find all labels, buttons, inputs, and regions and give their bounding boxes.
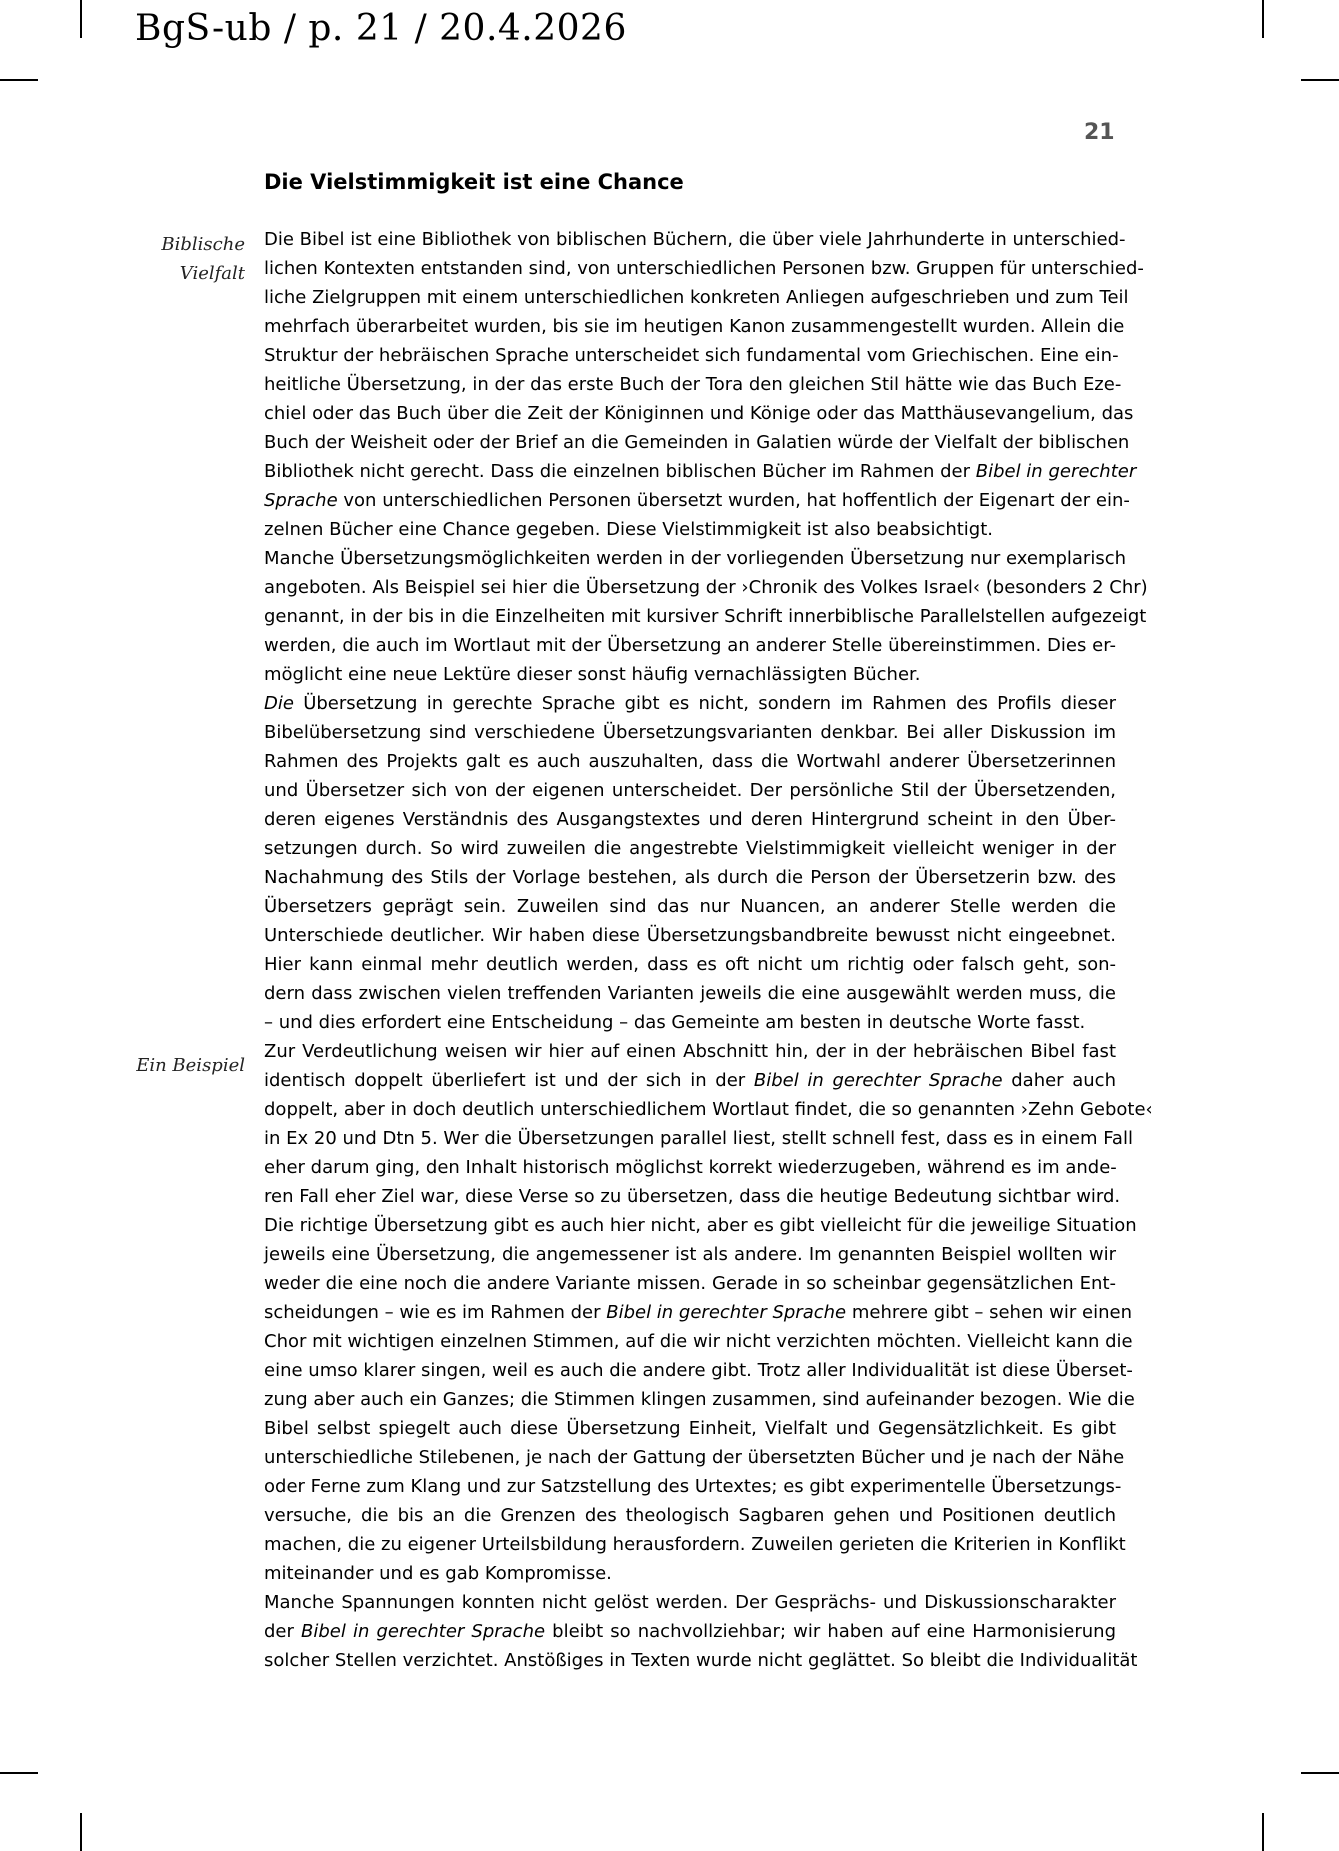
text-line: unterschiedliche Stilebenen, je nach der Gattung der übersetzten Bücher und je nach der Nähe — [264, 1447, 1125, 1468]
text-line: angeboten. Als Beispiel sei hier die Übersetzung der ›Chronik des Volkes Israel‹ (besonders 2 Chr) — [264, 577, 1148, 598]
text-line: zung aber auch ein Ganzes; die Stimmen klingen zusammen, sind aufeinander bezogen. Wie die — [264, 1389, 1135, 1410]
text-line: werden, die auch im Wortlaut mit der Übersetzung an anderer Stelle übereinstimmen. Dies er- — [264, 635, 1116, 656]
crop-mark — [80, 0, 82, 38]
text-line: ren Fall eher Ziel war, diese Verse so zu übersetzen, dass die heutige Bedeutung sichtbar wird. — [264, 1186, 1121, 1207]
crop-mark — [0, 79, 38, 81]
text-line: Nachahmung des Stils der Vorlage bestehen, als durch die Person der Übersetzerin bzw. des — [264, 867, 1116, 888]
text-line: solcher Stellen verzichtet. Anstößiges in Texten wurde nicht geglättet. So bleibt die Individualität — [264, 1650, 1138, 1671]
crop-mark — [1301, 79, 1339, 81]
text-line: Buch der Weisheit oder der Brief an die Gemeinden in Galatien würde der Vielfalt der biblischen — [264, 432, 1130, 453]
margin-note-ein-beispiel — [25, 1051, 245, 1080]
paragraph — [264, 1037, 1153, 1588]
text-line: genannt, in der bis in die Einzelheiten mit kursiver Schrift innerbiblische Parallelstellen aufgezeigt — [264, 606, 1147, 627]
text-line: Die richtige Übersetzung gibt es auch hier nicht, aber es gibt vielleicht für die jeweilige Situation — [264, 1215, 1137, 1236]
text-line: Unterschiede deutlicher. Wir haben diese Übersetzungsbandbreite bewusst nicht eingeebnet. — [264, 925, 1116, 946]
paragraph — [264, 689, 1116, 1037]
paragraph — [264, 225, 1144, 544]
text-line: doppelt, aber in doch deutlich unterschiedlichem Wortlaut findet, die so genannten ›Zehn Gebote‹ — [264, 1099, 1153, 1120]
text-line: Zur Verdeutlichung weisen wir hier auf einen Abschnitt hin, der in der hebräischen Bibel fast — [264, 1041, 1116, 1062]
text-line: Rahmen des Projekts galt es auch auszuhalten, dass die Wortwahl anderer Übersetzerinnen — [264, 751, 1116, 772]
text-line: der Bibel in gerechter Sprache bleibt so nachvollziehbar; wir haben auf eine Harmonisierung — [264, 1621, 1117, 1642]
crop-mark — [1262, 1813, 1264, 1851]
crop-mark — [1262, 0, 1264, 38]
text-line: versuche, die bis an die Grenzen des theologisch Sagbaren gehen und Positionen deutlich — [264, 1505, 1116, 1526]
text-line: Sprache von unterschiedlichen Personen übersetzt wurden, hat hoffentlich der Eigenart der ein- — [264, 490, 1130, 511]
text-line: deren eigenes Verständnis des Ausgangstextes und deren Hintergrund scheint in den Über- — [264, 809, 1116, 830]
margin-note-line: Biblische — [161, 234, 245, 255]
page-number: 21 — [1084, 120, 1115, 145]
text-line: Bibel selbst spiegelt auch diese Übersetzung Einheit, Vielfalt und Gegensätzlichkeit. Es gibt — [264, 1418, 1116, 1439]
crop-mark — [0, 1772, 38, 1774]
text-line: zelnen Bücher eine Chance gegeben. Diese Vielstimmigkeit ist also beabsichtigt. — [264, 519, 994, 540]
proof-header: BgS-ub / p. 21 / 20.4.2026 — [135, 8, 627, 49]
text-line: oder Ferne zum Klang und zur Satzstellung des Urtextes; es gibt experimentelle Übersetzungs- — [264, 1476, 1122, 1497]
body-text — [264, 225, 1153, 1675]
italic-title: Sprache — [264, 490, 338, 511]
italic-title: Bibel in gerechter Sprache — [301, 1621, 546, 1642]
text-line: in Ex 20 und Dtn 5. Wer die Übersetzungen parallel liest, stellt schnell fest, dass es in einem Fall — [264, 1128, 1133, 1149]
margin-note-biblische-vielfalt — [25, 230, 245, 288]
text-line: scheidungen – wie es im Rahmen der Bibel in gerechter Sprache mehrere gibt – sehen wir einen — [264, 1302, 1132, 1323]
crop-mark — [1301, 1772, 1339, 1774]
italic-title: Bibel in gerechter Sprache — [606, 1302, 847, 1323]
text-line: weder die eine noch die andere Variante missen. Gerade in so scheinbar gegensätzlichen Ent- — [264, 1273, 1116, 1294]
crop-mark — [80, 1813, 82, 1851]
text-line: Die Übersetzung in gerechte Sprache gibt es nicht, sondern im Rahmen des Profils dieser — [264, 693, 1116, 714]
italic-title: Bibel in gerechter — [975, 461, 1137, 482]
margin-note-line: Ein Beispiel — [136, 1055, 245, 1076]
text-line: Hier kann einmal mehr deutlich werden, dass es oft nicht um richtig oder falsch geht, son- — [264, 954, 1116, 975]
text-line: heitliche Übersetzung, in der das erste Buch der Tora den gleichen Stil hätte wie das Buch Eze- — [264, 374, 1122, 395]
paragraph — [264, 544, 1148, 689]
section-title: Die Vielstimmigkeit ist eine Chance — [264, 170, 684, 194]
text-line: Manche Spannungen konnten nicht gelöst werden. Der Gesprächs- und Diskussionscharakter — [264, 1592, 1116, 1613]
text-line: Chor mit wichtigen einzelnen Stimmen, auf die wir nicht verzichten möchten. Vielleicht kann die — [264, 1331, 1133, 1352]
text-line: möglicht eine neue Lektüre dieser sonst häufig vernachlässigten Bücher. — [264, 664, 921, 685]
text-line: Bibelübersetzung sind verschiedene Übersetzungsvarianten denkbar. Bei aller Diskussion im — [264, 722, 1116, 743]
text-line: liche Zielgruppen mit einem unterschiedlichen konkreten Anliegen aufgeschrieben und zum Teil — [264, 287, 1129, 308]
text-line: eher darum ging, den Inhalt historisch möglichst korrekt wiederzugeben, während es im ande- — [264, 1157, 1117, 1178]
text-line: setzungen durch. So wird zuweilen die angestrebte Vielstimmigkeit vielleicht weniger in der — [264, 838, 1116, 859]
text-line: Struktur der hebräischen Sprache unterscheidet sich fundamental vom Griechischen. Eine ein- — [264, 345, 1119, 366]
text-line: Manche Übersetzungsmöglichkeiten werden in der vorliegenden Übersetzung nur exemplarisch — [264, 548, 1127, 569]
text-line: – und dies erfordert eine Entscheidung – das Gemeinte am besten in deutsche Worte fasst. — [264, 1012, 1086, 1033]
text-line: und Übersetzer sich von der eigenen unterscheidet. Der persönliche Stil der Übersetzenden, — [264, 780, 1116, 801]
text-line: miteinander und es gab Kompromisse. — [264, 1563, 612, 1584]
text-line: jeweils eine Übersetzung, die angemessener ist als andere. Im genannten Beispiel wollten wir — [264, 1244, 1116, 1265]
text-line: lichen Kontexten entstanden sind, von unterschiedlichen Personen bzw. Gruppen für unterschied- — [264, 258, 1144, 279]
text-line: dern dass zwischen vielen treffenden Varianten jeweils die eine ausgewählt werden muss, die — [264, 983, 1116, 1004]
text-line: machen, die zu eigener Urteilsbildung herausfordern. Zuweilen gerieten die Kriterien in Konflikt — [264, 1534, 1126, 1555]
italic-title: Die — [264, 693, 294, 714]
text-line: Die Bibel ist eine Bibliothek von biblischen Büchern, die über viele Jahrhunderte in unterschied- — [264, 229, 1126, 250]
paragraph — [264, 1588, 1138, 1675]
text-line: Bibliothek nicht gerecht. Dass die einzelnen biblischen Bücher im Rahmen der Bibel in gerechter — [264, 461, 1137, 482]
text-line: eine umso klarer singen, weil es auch die andere gibt. Trotz aller Individualität ist diese Überset- — [264, 1360, 1133, 1381]
margin-note-line: Vielfalt — [179, 263, 245, 284]
text-line: mehrfach überarbeitet wurden, bis sie im heutigen Kanon zusammengestellt wurden. Allein die — [264, 316, 1125, 337]
text-line: Übersetzers geprägt sein. Zuweilen sind das nur Nuancen, an anderer Stelle werden die — [264, 896, 1116, 917]
italic-title: Bibel in gerechter Sprache — [753, 1070, 1003, 1091]
text-line: chiel oder das Buch über die Zeit der Königinnen und Könige oder das Matthäusevangelium, das — [264, 403, 1134, 424]
text-line: identisch doppelt überliefert ist und der sich in der Bibel in gerechter Sprache daher auch — [264, 1070, 1116, 1091]
